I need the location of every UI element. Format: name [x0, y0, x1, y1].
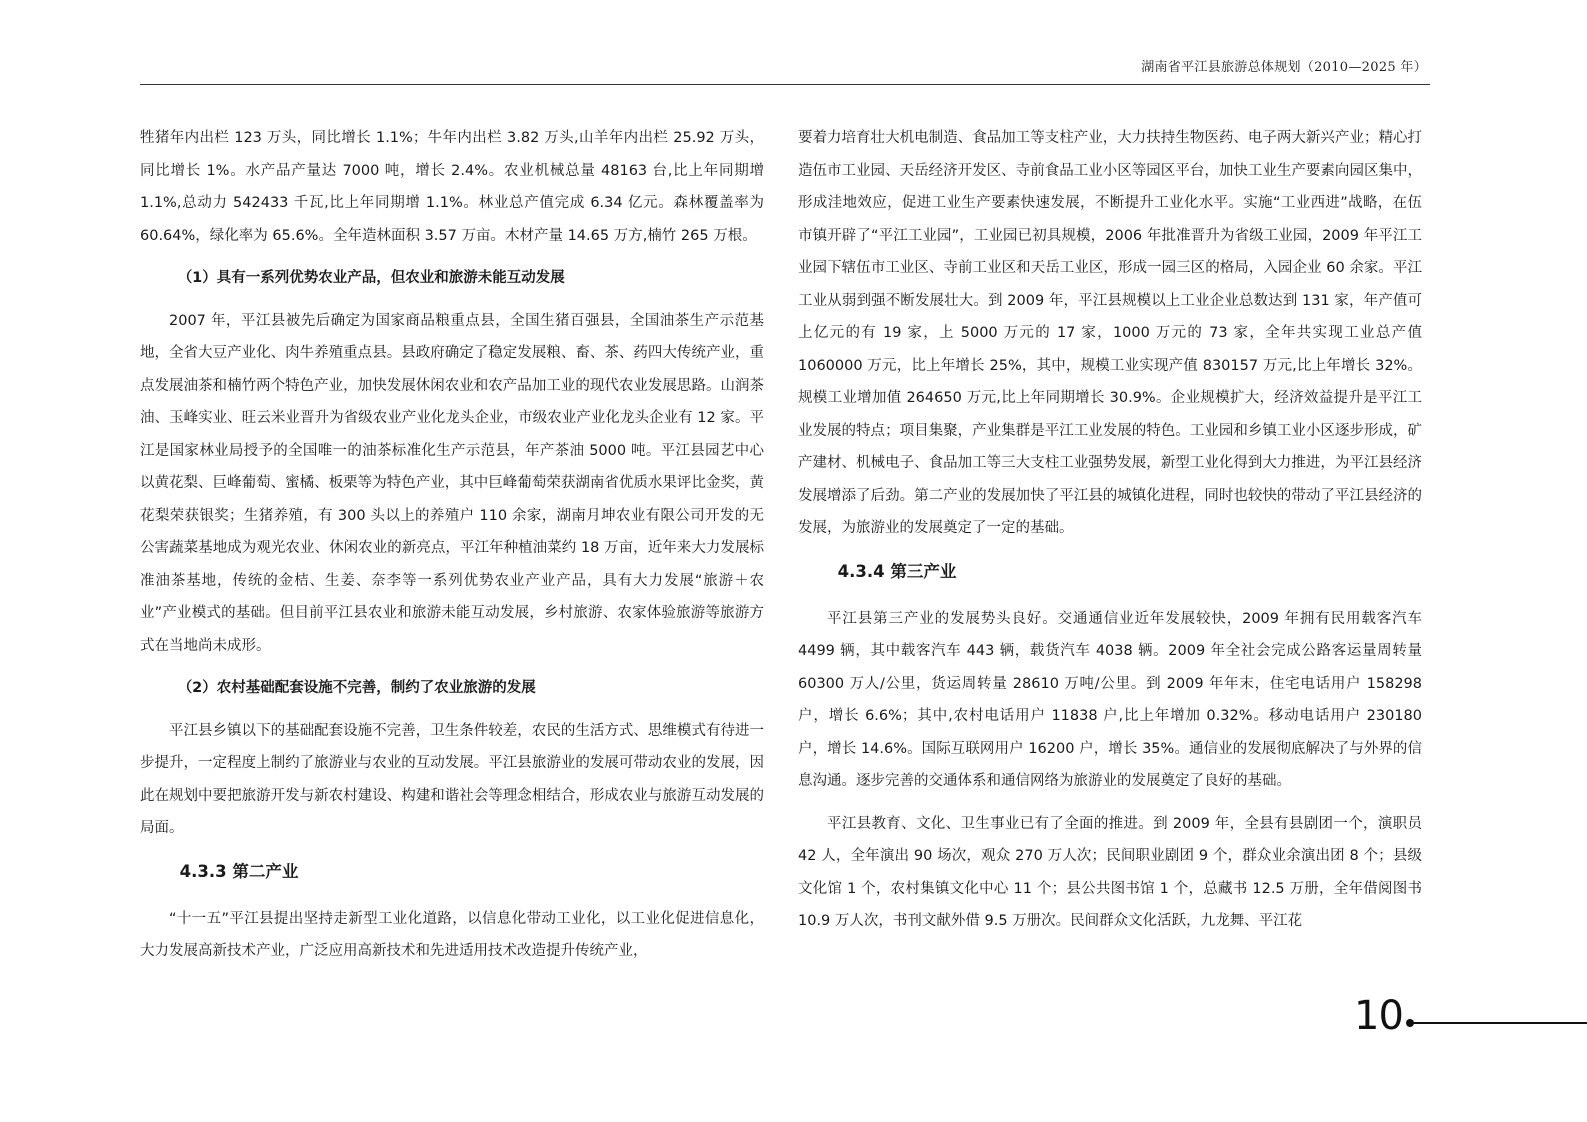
- section-title-secondary-industry: 4.3.3 第二产业: [179, 861, 299, 881]
- paragraph-livestock: 牲猪年内出栏 123 万头，同比增长 1.1%；牛年内出栏 3.82 万头,山羊年内出栏 25.92 万头，同比增长 1%。水产品产量达 7000 吨，增长 2.4%。农业机械总量 48163 台,比上年同期增 1.1%,总动力 542433 千瓦,比上年同期增 1.1%。林业总产值完成 6.34 亿元。森林覆盖率为 60.64%，绿化率为 65.6%。全年造林面积 3.57 万亩。木材产量 14.65 万方,楠竹 265 万根。: [140, 130, 764, 244]
- footer-rule: [1412, 1022, 1587, 1024]
- subheading-rural-infrastructure: （2）农村基础配套设施不完善，制约了农业旅游的发展: [177, 680, 536, 696]
- paragraph-culture-education: 平江县教育、文化、卫生事业已有了全面的推进。到 2009 年，全县有县剧团一个，演职员 42 人，全年演出 90 场次，观众 270 万人次；民间职业剧团 9 个，群众业余演出团 8 个；县级文化馆 1 个，农村集镇文化中心 11 个；县公共图书馆 1 个，总藏书 12.5 万册，全年借阅图书 10.9 万人次，书刊文献外借 9.5 万册次。民间群众文化活跃，九龙舞、平江花: [798, 815, 1422, 929]
- paragraph-industrialization: “十一五”平江县提出坚持走新型工业化道路，以信息化带动工业化，以工业化促进信息化，大力发展高新技术产业，广泛应用高新技术和先进适用技术改造提升传统产业，: [140, 910, 764, 959]
- left-column: [140, 122, 764, 978]
- header-rule: [140, 84, 1430, 85]
- paragraph-infrastructure: 平江县乡镇以下的基础配套设施不完善，卫生条件较差，农民的生活方式、思维模式有待进一步提升，一定程度上制约了旅游业与农业的互动发展。平江县旅游业的发展可带动农业的发展，因此在规划中要把旅游开发与新农村建设、构建和谐社会等理念相结合，形成农业与旅游互动发展的局面。: [140, 722, 764, 836]
- right-column: [798, 122, 1422, 948]
- page-number: 10: [1354, 993, 1403, 1039]
- subheading-agri-products: （1）具有一系列优势农业产品，但农业和旅游未能互动发展: [177, 270, 565, 286]
- page-footer: [1354, 988, 1587, 1048]
- paragraph-transport-telecom: 平江县第三产业的发展势头良好。交通通信业近年发展较快，2009 年拥有民用载客汽车 4499 辆，其中载客汽车 443 辆，载货汽车 4038 辆。2009 年全社会完成公路客运量周转量 60300 万人/公里，货运周转量 28610 万吨/公里。到 2009 年年末，住宅电话用户 158298 户，增长 6.6%；其中,农村电话用户 11838 户,比上年增加 0.32%。移动电话用户 230180 户，增长 14.6%。国际互联网用户 16200 户，增长 35%。通信业的发展彻底解决了与外界的信息沟通。逐步完善的交通体系和通信网络为旅游业的发展奠定了良好的基础。: [798, 610, 1422, 789]
- section-title-tertiary-industry: 4.3.4 第三产业: [837, 561, 957, 581]
- paragraph-industry: 要着力培育壮大机电制造、食品加工等支柱产业，大力扶持生物医药、电子两大新兴产业；精心打造伍市工业园、天岳经济开发区、寺前食品工业小区等园区平台，加快工业生产要素向园区集中，形成洼地效应，促进工业生产要素快速发展，不断提升工业化水平。实施“工业西进”战略，在伍市镇开辟了“平江工业园”，工业园已初具规模，2006 年批准晋升为省级工业园，2009 年平江工业园下辖伍市工业区、寺前工业区和天岳工业区，形成一园三区的格局，入园企业 60 余家。平江工业从弱到强不断发展壮大。到 2009 年，平江县规模以上工业企业总数达到 131 家，年产值可上亿元的有 19 家，上 5000 万元的 17 家，1000 万元的 73 家，全年共实现工业总产值 1060000 万元，比上年增长 25%，其中，规模工业实现产值 830157 万元,比上年增长 32%。规模工业增加值 264650 万元,比上年同期增长 30.9%。企业规模扩大，经济效益提升是平江工业发展的特点；项目集聚，产业集群是平江工业发展的特色。工业园和乡镇工业小区逐步形成，矿产建材、机械电子、食品加工等三大支柱工业强势发展，新型工业化得到大力推进，为平江县经济发展增添了后劲。第二产业的发展加快了平江县的城镇化进程，同时也较快的带动了平江县经济的发展，为旅游业的发展奠定了一定的基础。: [798, 130, 1422, 536]
- running-header: 湖南省平江县旅游总体规划（2010—2025 年）: [1141, 60, 1427, 75]
- paragraph-agriculture: 2007 年，平江县被先后确定为国家商品粮重点县，全国生猪百强县，全国油茶生产示范基地，全省大豆产业化、肉牛养殖重点县。县政府确定了稳定发展粮、畜、茶、药四大传统产业，重点发展油茶和楠竹两个特色产业，加快发展休闲农业和农产品加工业的现代农业发展思路。山润茶油、玉峰实业、旺云米业晋升为省级农业产业化龙头企业，市级农业产业化龙头企业有 12 家。平江是国家林业局授予的全国唯一的油茶标准化生产示范县，年产茶油 5000 吨。平江县园艺中心以黄花梨、巨峰葡萄、蜜橘、板栗等为特色产业，其中巨峰葡萄荣获湖南省优质水果评比金奖，黄花梨荣获银奖；生猪养殖，有 300 头以上的养殖户 110 余家，湖南月坤农业有限公司开发的无公害蔬菜基地成为观光农业、休闲农业的新亮点，平江年种植油菜约 18 万亩，近年来大力发展标准油茶基地，传统的金桔、生姜、奈李等一系列优势农业产业产品，具有大力发展“旅游＋农业”产业模式的基础。但目前平江县农业和旅游未能互动发展，乡村旅游、农家体验旅游等旅游方式在当地尚未成形。: [140, 312, 764, 654]
